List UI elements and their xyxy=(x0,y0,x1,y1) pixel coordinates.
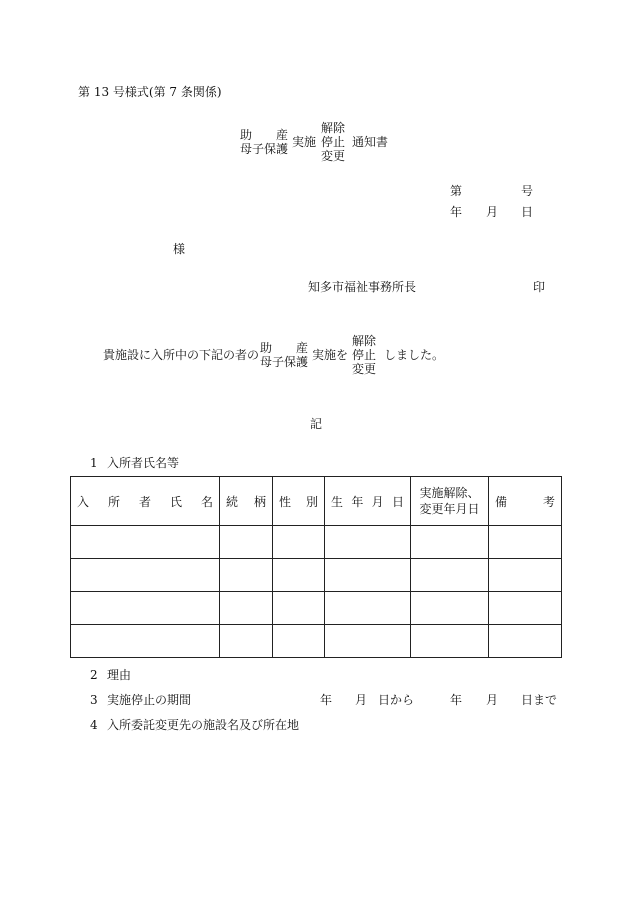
cell-remarks[interactable] xyxy=(489,592,562,625)
table-row xyxy=(71,625,562,658)
section2-number: 2 xyxy=(90,668,98,682)
header-change-date: 実施解除、 変更年月日 xyxy=(411,477,489,526)
period-to-year: 年 xyxy=(450,693,463,707)
addressee-suffix: 様 xyxy=(173,242,186,256)
table-row xyxy=(71,559,562,592)
date-year: 年 xyxy=(450,205,463,219)
body-action-stop: 停止 xyxy=(352,348,377,362)
body-option-josan: 助 産 xyxy=(260,341,309,355)
cell-dob[interactable] xyxy=(325,592,411,625)
cell-sex[interactable] xyxy=(273,592,325,625)
title-options xyxy=(240,128,288,156)
table-header-row xyxy=(71,477,562,526)
period-from-month: 月 xyxy=(355,693,368,707)
title-action-stop: 停止 xyxy=(321,135,346,149)
section4-label: 入所委託変更先の施設名及び所在地 xyxy=(107,718,300,732)
cell-remarks[interactable] xyxy=(489,625,562,658)
title-option-josan: 助 産 xyxy=(240,128,289,142)
date-day: 日 xyxy=(521,205,534,219)
title-mid: 実施 xyxy=(292,135,317,149)
ki-mark: 記 xyxy=(310,417,323,431)
cell-remarks[interactable] xyxy=(489,526,562,559)
cell-relation[interactable] xyxy=(220,526,273,559)
cell-name[interactable] xyxy=(71,625,220,658)
cell-change-date[interactable] xyxy=(411,625,489,658)
title-actions xyxy=(321,121,345,163)
cell-change-date[interactable] xyxy=(411,592,489,625)
section1-label: 入所者氏名等 xyxy=(107,456,180,470)
cell-sex[interactable] xyxy=(273,559,325,592)
doc-number-prefix: 第 xyxy=(450,184,463,198)
cell-dob[interactable] xyxy=(325,625,411,658)
period-from-day: 日から xyxy=(378,693,415,707)
cell-dob[interactable] xyxy=(325,559,411,592)
section3-number: 3 xyxy=(90,693,98,707)
cell-relation[interactable] xyxy=(220,592,273,625)
title-option-boshi: 母子保護 xyxy=(240,142,289,156)
cell-change-date[interactable] xyxy=(411,559,489,592)
table-row xyxy=(71,526,562,559)
sender: 知多市福祉事務所長 xyxy=(308,280,417,294)
period-to-month: 月 xyxy=(486,693,499,707)
date-month: 月 xyxy=(486,205,499,219)
doc-number-suffix: 号 xyxy=(521,184,534,198)
header-sex: 性 別 xyxy=(273,477,325,526)
cell-dob[interactable] xyxy=(325,526,411,559)
cell-name[interactable] xyxy=(71,559,220,592)
cell-name[interactable] xyxy=(71,526,220,559)
form-number: 第 13 号様式(第 7 条関係) xyxy=(78,85,222,99)
resident-table xyxy=(70,476,562,658)
cell-relation[interactable] xyxy=(220,625,273,658)
cell-remarks[interactable] xyxy=(489,559,562,592)
title-action-change: 変更 xyxy=(321,149,346,163)
body-options xyxy=(260,341,308,369)
body-mid: 実施を xyxy=(312,348,349,362)
section1-number: 1 xyxy=(90,456,98,470)
period-from-year: 年 xyxy=(320,693,333,707)
body-option-boshi: 母子保護 xyxy=(260,355,309,369)
body-intro: 貴施設に入所中の下記の者の xyxy=(103,348,260,362)
cell-relation[interactable] xyxy=(220,559,273,592)
header-dob: 生 年 月 日 xyxy=(325,477,411,526)
cell-name[interactable] xyxy=(71,592,220,625)
header-remarks: 備 考 xyxy=(489,477,562,526)
section4-number: 4 xyxy=(90,718,98,732)
title-action-cancel: 解除 xyxy=(321,121,346,135)
seal-mark: 印 xyxy=(533,280,546,294)
period-to-day: 日まで xyxy=(521,693,558,707)
table-row xyxy=(71,592,562,625)
body-actions xyxy=(352,334,376,376)
header-name: 入 所 者 氏 名 xyxy=(71,477,220,526)
cell-sex[interactable] xyxy=(273,526,325,559)
cell-sex[interactable] xyxy=(273,625,325,658)
cell-change-date[interactable] xyxy=(411,526,489,559)
section3-label: 実施停止の期間 xyxy=(107,693,192,707)
body-end: しました。 xyxy=(384,348,445,362)
section2-label: 理由 xyxy=(107,668,132,682)
header-relation: 続 柄 xyxy=(220,477,273,526)
body-action-change: 変更 xyxy=(352,362,377,376)
title-suffix: 通知書 xyxy=(352,135,389,149)
body-action-cancel: 解除 xyxy=(352,334,377,348)
